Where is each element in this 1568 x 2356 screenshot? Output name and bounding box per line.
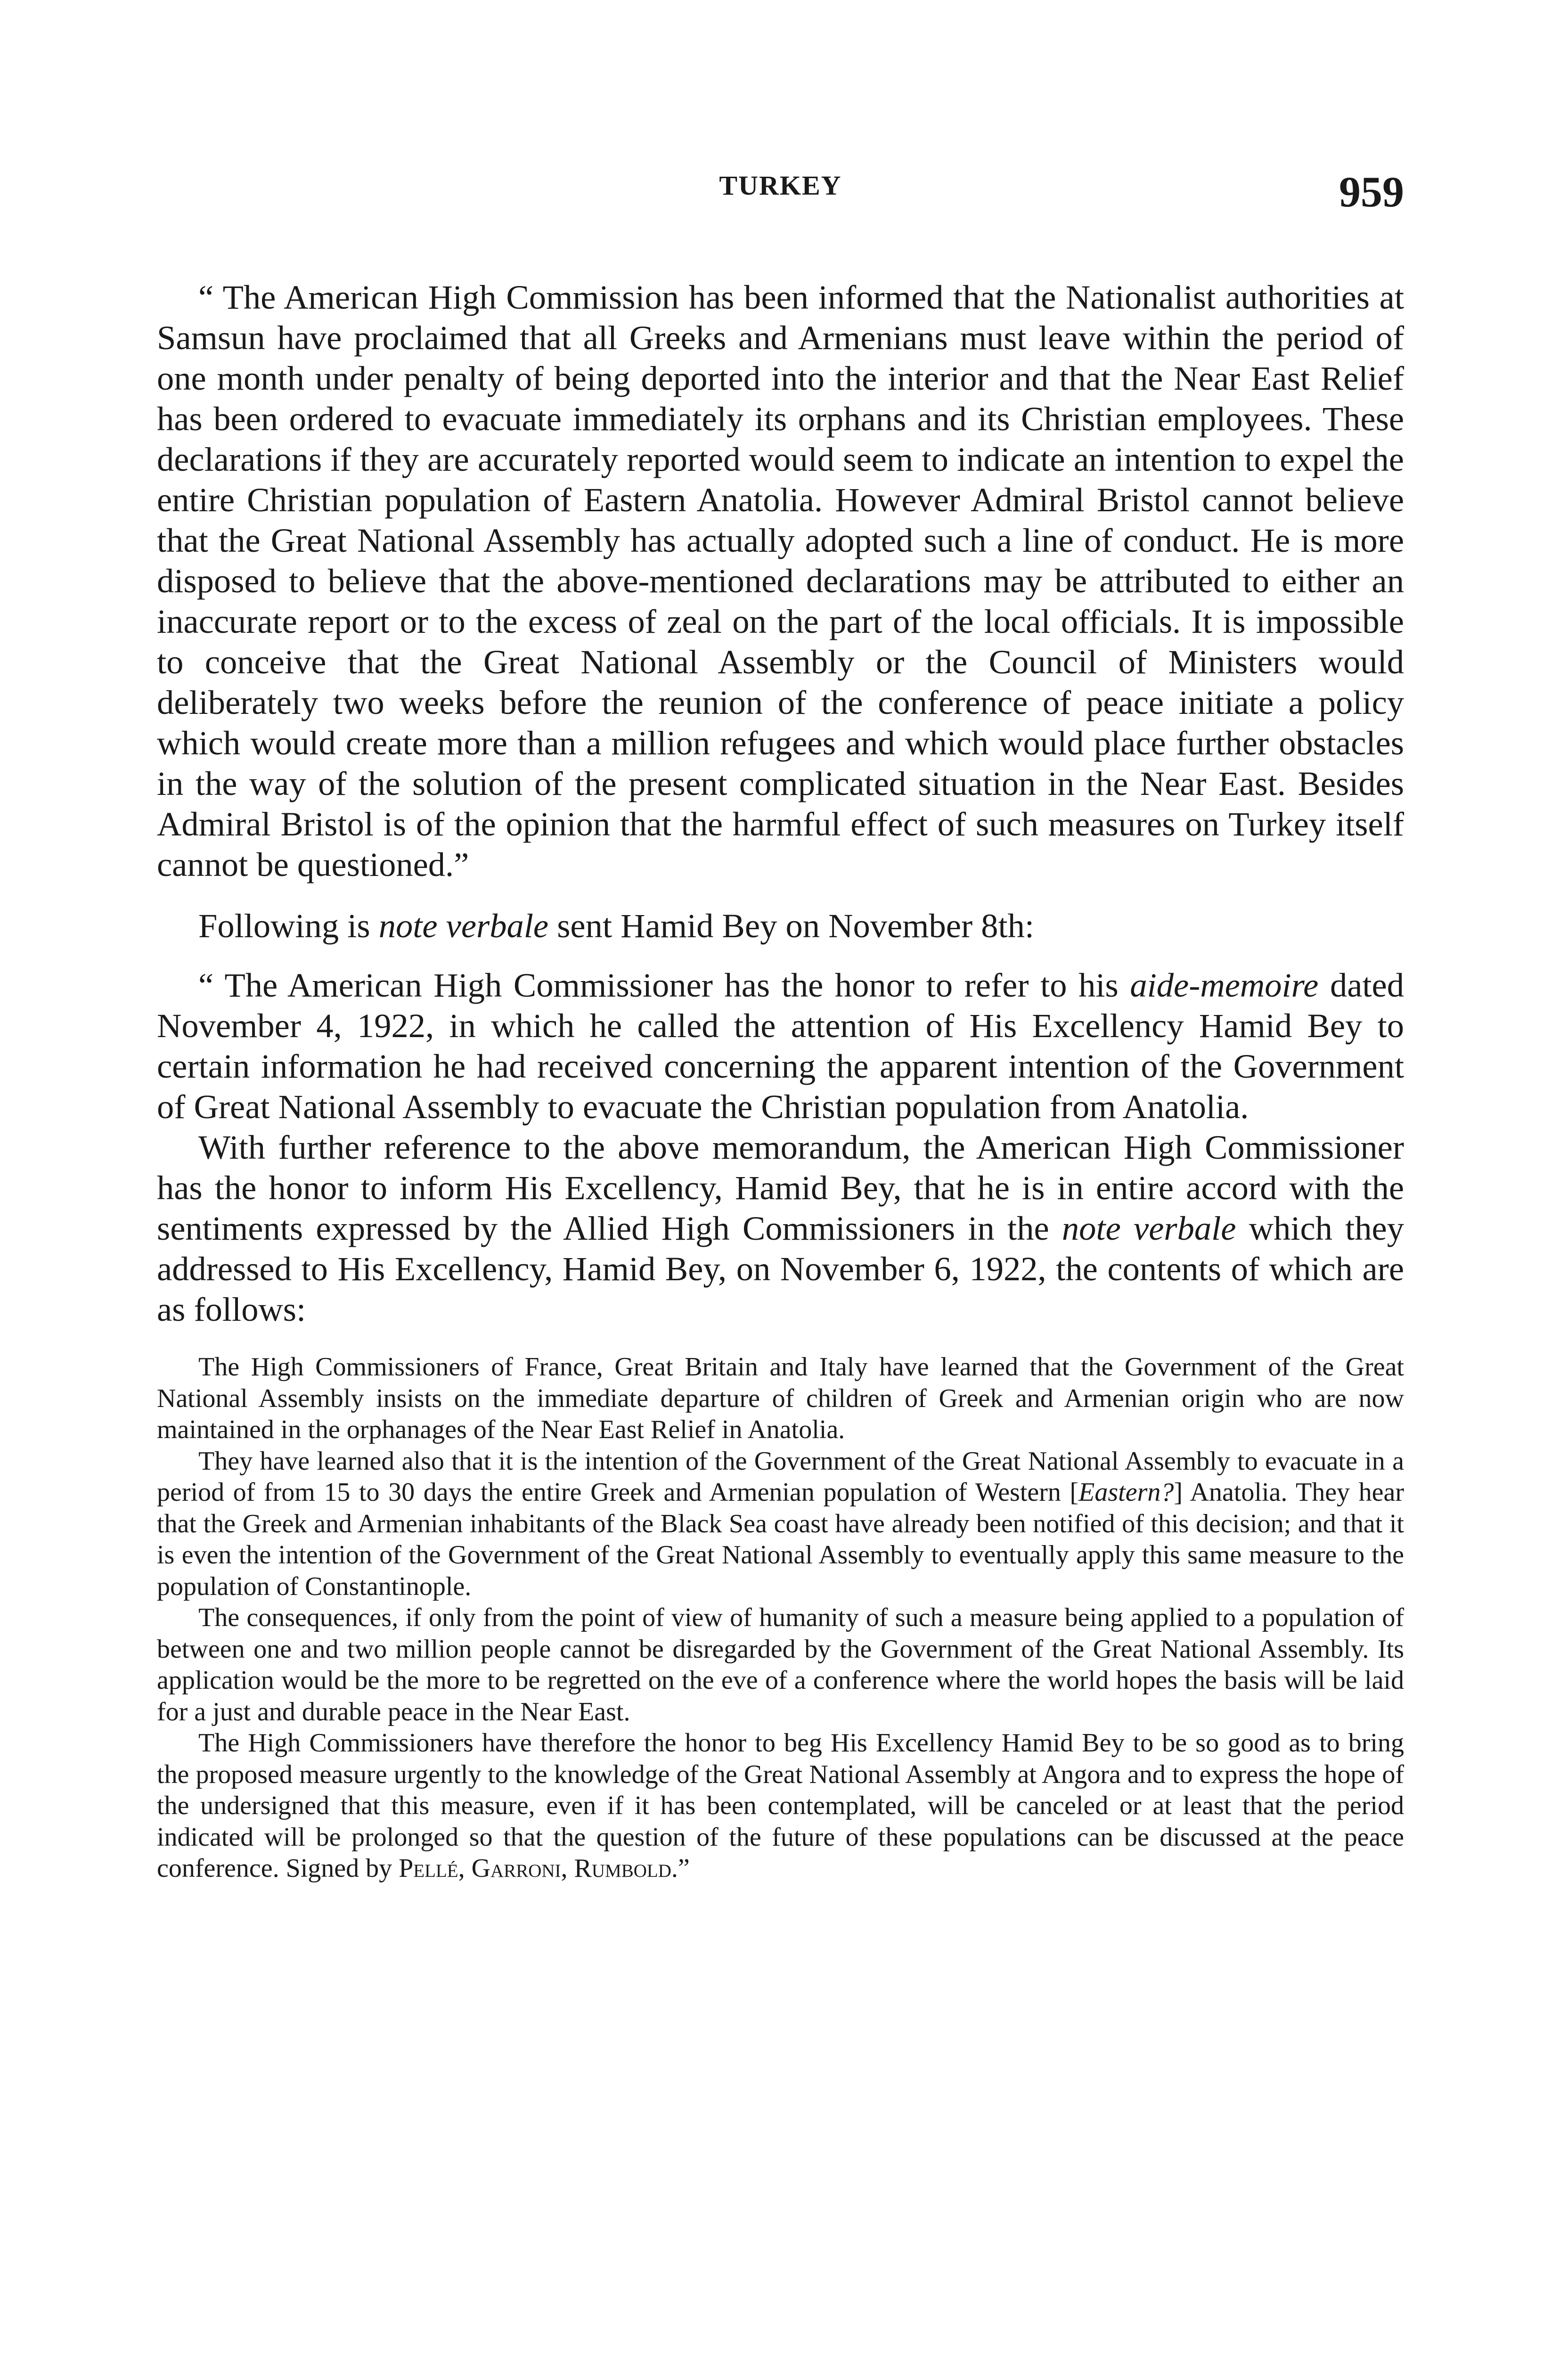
signatories: Pellé, Garroni, Rumbold.: [399, 1854, 678, 1883]
allied-note-p4-text: The High Commissioners have therefore the honor to beg His Excellency Hamid Bey to be so good as to bring the proposed measure urgently to the knowledge of the Great National Assembly at Angora and to express the hope of the undersigned that this measure, even if it has been contemplated, will be canceled or at least that the period indicated will be prolonged so that the question of the future of these populations can be discussed at the peace conference. Signed by: [157, 1728, 1404, 1883]
document-page: [157, 170, 1404, 1884]
further-reference-text-start: With further reference to the above memorandum, the American High Commissioner has the honor to inform His Excellency, Hamid Bey, that he is in entire accord with the sentiments expressed by the Allied High Commissioners in the: [157, 1128, 1404, 1247]
closing-quote: ”: [678, 1854, 690, 1883]
quoted-paragraph-aide-memoire: [157, 965, 1404, 1127]
intro-text-start: Following is: [198, 907, 379, 945]
aide-memoire-text-start: “ The American High Commissioner has the honor to refer to his: [198, 966, 1130, 1004]
quoted-paragraph-american-commission: “ The American High Commission has been informed that the Nationalist authorities at Samsun have proclaimed that all Greeks and Armenians must leave within the period of one month under penalty of being deported into the interior and that the Near East Relief has been ordered to evacuate immediately its orphans and its Christian employees. These declarations if they are accurately reported would seem to indicate an intention to expel the entire Christian population of Eastern Anatolia. However Admiral Bristol cannot believe that the Great National Assembly has actually adopted such a line of conduct. He is more disposed to believe that the above-mentioned declarations may be attributed to either an inaccurate report or to the excess of zeal on the part of the local officials. It is impossible to conceive that the Great National Assembly or the Council of Ministers would deliberately two weeks before the reunion of the conference of peace initiate a policy which would create more than a million refugees and which would place further obstacles in the way of the solution of the present complicated situation in the Near East. Besides Admiral Bristol is of the opinion that the harmful effect of such measures on Turkey itself cannot be questioned.”: [157, 278, 1404, 884]
body-text: [157, 277, 1404, 1330]
allied-note-paragraph-2: [157, 1446, 1404, 1603]
allied-note-p2-italic: Eastern?: [1078, 1478, 1174, 1507]
allied-note-p2-end: ] Anatolia. They hear that the Greek and Armenian inhabitants of the Black Sea coast have already been notified of this decision; and that it is even the intention of the Government of the Great National Assembly to eventually apply this same measure to the population of Constantinople.: [157, 1478, 1405, 1601]
aide-memoire-italic-term: aide-memoire: [1130, 966, 1319, 1004]
page-number: 959: [1339, 168, 1404, 216]
intro-paragraph: [157, 906, 1404, 946]
allied-note-paragraph-4: [157, 1727, 1404, 1884]
allied-note-paragraph-3: The consequences, if only from the point of view of humanity of such a measure being applied to a population of between one and two million people cannot be disregarded by the Government of the Great National Assembly. Its application would be the more to be regretted on the eve of a conference where the world hopes the basis will be laid for a just and durable peace in the Near East.: [157, 1603, 1404, 1726]
allied-note-text: [157, 1351, 1404, 1884]
page-header: [157, 170, 1404, 221]
allied-note-p2-start: They have learned also that it is the intention of the Government of the Great National Assembly to evacuate in a period of from 15 to 30 days the entire Greek and Armenian population of Western [: [157, 1446, 1404, 1507]
allied-note-paragraph-1: The High Commissioners of France, Great Britain and Italy have learned that the Government of the Great National Assembly insists on the immediate departure of children of Greek and Armenian origin who are now maintained in the orphanages of the Near East Relief in Anatolia.: [157, 1352, 1404, 1444]
further-reference-italic-term: note verbale: [1062, 1209, 1236, 1247]
intro-italic-term: note verbale: [378, 907, 549, 945]
quoted-paragraph-further-reference: [157, 1127, 1404, 1330]
aide-memoire-text-end: dated November 4, 1922, in which he called the attention of His Excellency Hamid Bey to certain information he had received concerning the apparent intention of the Government of Great National Assembly to evacuate the Christian population from Anatolia.: [157, 966, 1404, 1126]
running-title: TURKEY: [719, 170, 842, 201]
intro-text-end: sent Hamid Bey on November 8th:: [548, 907, 1034, 945]
further-reference-text-end: which they addressed to His Excellency, Hamid Bey, on November 6, 1922, the contents of which are as follows:: [157, 1209, 1404, 1328]
